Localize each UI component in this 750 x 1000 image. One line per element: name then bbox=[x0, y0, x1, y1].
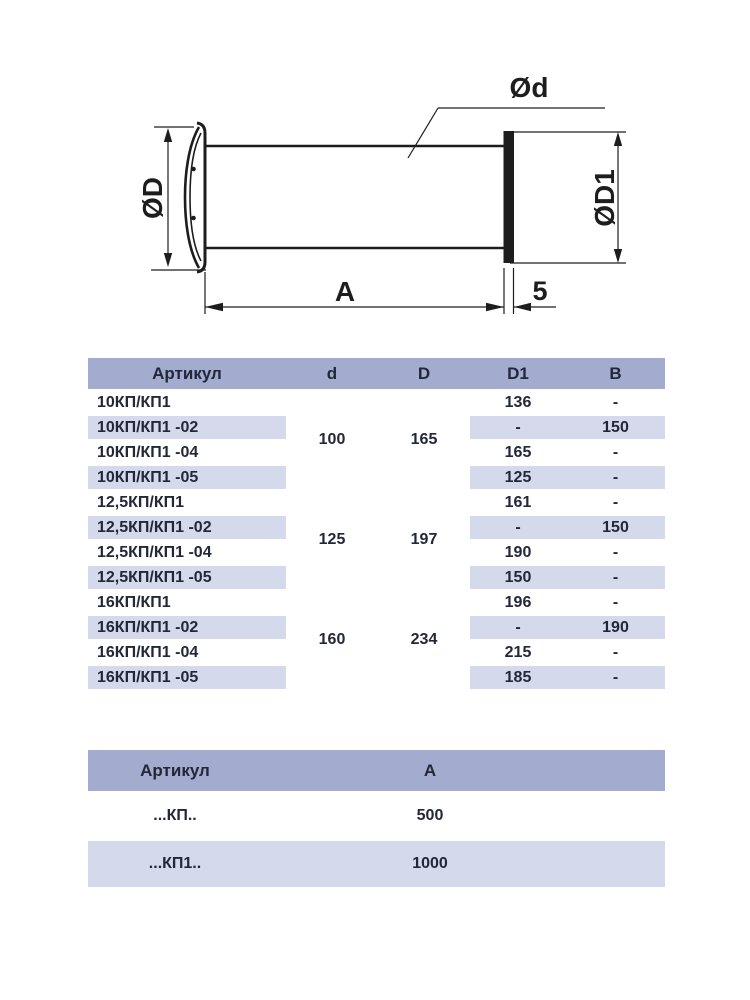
col-header-B: B bbox=[566, 358, 665, 390]
B-cell: - bbox=[566, 640, 665, 665]
D1-cell: 125 bbox=[470, 465, 566, 490]
article-cell: 10КП/КП1 -05 bbox=[88, 465, 286, 490]
flange-profile bbox=[185, 123, 205, 272]
col-header-A: A bbox=[262, 750, 598, 792]
col-header-D1: D1 bbox=[470, 358, 566, 390]
article-cell: 12,5КП/КП1 -02 bbox=[88, 515, 286, 540]
B-cell: - bbox=[566, 565, 665, 590]
dim-label-sleeve-diameter: ØD1 bbox=[589, 169, 620, 227]
B-cell: - bbox=[566, 540, 665, 565]
B-cell: - bbox=[566, 390, 665, 415]
A-cell: 500 bbox=[262, 792, 598, 840]
article-cell: 10КП/КП1 -04 bbox=[88, 440, 286, 465]
spacer-cell bbox=[598, 792, 665, 840]
length-table bbox=[88, 750, 665, 889]
B-cell: 150 bbox=[566, 415, 665, 440]
dimensions-table bbox=[88, 358, 665, 691]
B-cell: - bbox=[566, 590, 665, 615]
table-header-row bbox=[88, 750, 665, 792]
dim-label-outer-diameter: ØD bbox=[137, 177, 168, 219]
article-cell: 16КП/КП1 -04 bbox=[88, 640, 286, 665]
table-row bbox=[88, 840, 665, 888]
table-header-row bbox=[88, 358, 665, 390]
col-header-d: d bbox=[286, 358, 378, 390]
D1-cell: 165 bbox=[470, 440, 566, 465]
col-header-D: D bbox=[378, 358, 470, 390]
article-cell: ...КП.. bbox=[88, 792, 262, 840]
spacer-cell bbox=[598, 840, 665, 888]
dimension-lines bbox=[151, 108, 626, 314]
dim-label-inner-diameter: Ød bbox=[509, 72, 549, 103]
table-row bbox=[88, 490, 665, 515]
article-cell: 16КП/КП1 bbox=[88, 590, 286, 615]
table-row bbox=[88, 792, 665, 840]
D-cell: 165 bbox=[378, 390, 470, 490]
D1-cell: 150 bbox=[470, 565, 566, 590]
table-row bbox=[88, 390, 665, 415]
D1-cell: - bbox=[470, 515, 566, 540]
article-cell: 12,5КП/КП1 -04 bbox=[88, 540, 286, 565]
article-cell: 10КП/КП1 -02 bbox=[88, 415, 286, 440]
B-cell: 190 bbox=[566, 615, 665, 640]
D1-cell: 136 bbox=[470, 390, 566, 415]
table-row bbox=[88, 590, 665, 615]
duct-technical-drawing bbox=[0, 0, 750, 340]
D-cell: 197 bbox=[378, 490, 470, 590]
article-cell: 12,5КП/КП1 bbox=[88, 490, 286, 515]
d-cell: 160 bbox=[286, 590, 378, 690]
D1-cell: 215 bbox=[470, 640, 566, 665]
B-cell: - bbox=[566, 465, 665, 490]
B-cell: - bbox=[566, 665, 665, 690]
A-cell: 1000 bbox=[262, 840, 598, 888]
col-header-spacer bbox=[598, 750, 665, 792]
article-cell: 16КП/КП1 -05 bbox=[88, 665, 286, 690]
wall-plate bbox=[504, 131, 515, 263]
dimension-arrowheads bbox=[164, 128, 622, 311]
D1-cell: - bbox=[470, 415, 566, 440]
article-cell: 12,5КП/КП1 -05 bbox=[88, 565, 286, 590]
tube-body bbox=[206, 146, 504, 248]
col-header-article: Артикул bbox=[88, 750, 262, 792]
D1-cell: 190 bbox=[470, 540, 566, 565]
D1-cell: 185 bbox=[470, 665, 566, 690]
d-cell: 100 bbox=[286, 390, 378, 490]
D1-cell: - bbox=[470, 615, 566, 640]
B-cell: - bbox=[566, 490, 665, 515]
D-cell: 234 bbox=[378, 590, 470, 690]
dim-label-length: A bbox=[334, 276, 356, 307]
B-cell: 150 bbox=[566, 515, 665, 540]
dim-label-plate-thickness: 5 bbox=[532, 276, 548, 306]
article-cell: 10КП/КП1 bbox=[88, 390, 286, 415]
article-cell: 16КП/КП1 -02 bbox=[88, 615, 286, 640]
D1-cell: 161 bbox=[470, 490, 566, 515]
D1-cell: 196 bbox=[470, 590, 566, 615]
article-cell: ...КП1.. bbox=[88, 840, 262, 888]
d-cell: 125 bbox=[286, 490, 378, 590]
col-header-article: Артикул bbox=[88, 358, 286, 390]
B-cell: - bbox=[566, 440, 665, 465]
